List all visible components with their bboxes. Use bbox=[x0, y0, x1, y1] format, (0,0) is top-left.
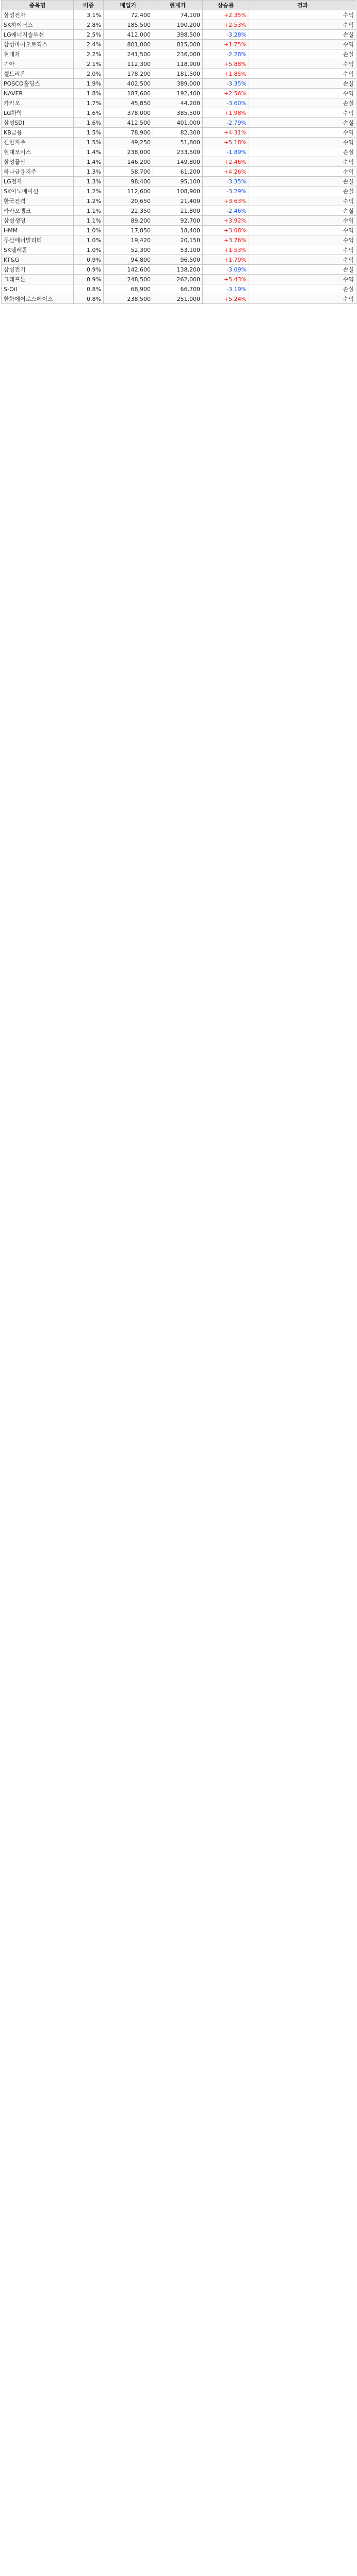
cell-weight: 0.8% bbox=[74, 294, 104, 304]
table-row bbox=[2, 10, 356, 20]
table-row bbox=[2, 216, 356, 226]
cell-weight: 0.9% bbox=[74, 255, 104, 265]
cell-rate: +2.46% bbox=[203, 157, 249, 167]
cell-name: 신한지주 bbox=[2, 138, 74, 147]
cell-rate: +4.26% bbox=[203, 167, 249, 177]
cell-current-price: 53,100 bbox=[153, 245, 203, 255]
header-buy-price: 매입가 bbox=[104, 1, 153, 10]
cell-result: 수익 bbox=[249, 294, 356, 304]
table-row bbox=[2, 40, 356, 49]
table-row bbox=[2, 128, 356, 138]
cell-weight: 1.0% bbox=[74, 235, 104, 245]
cell-current-price: 108,900 bbox=[153, 187, 203, 196]
cell-current-price: 82,300 bbox=[153, 128, 203, 138]
cell-name: NAVER bbox=[2, 89, 74, 98]
table-body bbox=[2, 10, 356, 304]
cell-current-price: 92,700 bbox=[153, 216, 203, 226]
table-row bbox=[2, 167, 356, 177]
cell-rate: +3.08% bbox=[203, 226, 249, 235]
cell-current-price: 44,200 bbox=[153, 98, 203, 108]
cell-buy-price: 78,900 bbox=[104, 128, 153, 138]
cell-current-price: 66,700 bbox=[153, 284, 203, 294]
cell-result: 수익 bbox=[249, 138, 356, 147]
cell-result: 수익 bbox=[249, 245, 356, 255]
cell-name: 한화에어로스페이스 bbox=[2, 294, 74, 304]
cell-result: 수익 bbox=[249, 216, 356, 226]
cell-result: 수익 bbox=[249, 167, 356, 177]
header-name: 종목명 bbox=[2, 1, 74, 10]
table-row bbox=[2, 20, 356, 30]
cell-result: 손실 bbox=[249, 177, 356, 187]
cell-weight: 3.1% bbox=[74, 10, 104, 20]
cell-result: 손실 bbox=[249, 206, 356, 216]
cell-buy-price: 98,400 bbox=[104, 177, 153, 187]
cell-result: 손실 bbox=[249, 187, 356, 196]
cell-rate: -3.60% bbox=[203, 98, 249, 108]
cell-name: 한국전력 bbox=[2, 196, 74, 206]
table-row bbox=[2, 98, 356, 108]
table-row bbox=[2, 177, 356, 187]
table-header-row bbox=[2, 1, 356, 10]
cell-name: 기아 bbox=[2, 59, 74, 69]
cell-weight: 1.4% bbox=[74, 147, 104, 157]
cell-rate: -3.28% bbox=[203, 30, 249, 40]
cell-name: 카카오뱅크 bbox=[2, 206, 74, 216]
cell-buy-price: 89,200 bbox=[104, 216, 153, 226]
cell-current-price: 236,000 bbox=[153, 49, 203, 59]
table-row bbox=[2, 30, 356, 40]
cell-current-price: 233,500 bbox=[153, 147, 203, 157]
cell-weight: 2.8% bbox=[74, 20, 104, 30]
cell-buy-price: 185,500 bbox=[104, 20, 153, 30]
cell-weight: 2.0% bbox=[74, 69, 104, 79]
cell-name: SK텔레콤 bbox=[2, 245, 74, 255]
cell-weight: 0.9% bbox=[74, 265, 104, 275]
table-row bbox=[2, 138, 356, 147]
cell-rate: +3.76% bbox=[203, 235, 249, 245]
cell-name: LG화학 bbox=[2, 108, 74, 118]
table-row bbox=[2, 79, 356, 89]
cell-rate: -2.79% bbox=[203, 118, 249, 128]
cell-rate: +1.79% bbox=[203, 255, 249, 265]
cell-buy-price: 112,600 bbox=[104, 187, 153, 196]
cell-weight: 1.4% bbox=[74, 157, 104, 167]
cell-rate: -1.89% bbox=[203, 147, 249, 157]
cell-result: 수익 bbox=[249, 89, 356, 98]
cell-current-price: 815,000 bbox=[153, 40, 203, 49]
cell-current-price: 190,200 bbox=[153, 20, 203, 30]
cell-buy-price: 241,500 bbox=[104, 49, 153, 59]
table-row bbox=[2, 108, 356, 118]
table-row bbox=[2, 59, 356, 69]
cell-current-price: 21,800 bbox=[153, 206, 203, 216]
cell-rate: +1.75% bbox=[203, 40, 249, 49]
table-row bbox=[2, 196, 356, 206]
cell-weight: 1.5% bbox=[74, 128, 104, 138]
cell-name: POSCO홀딩스 bbox=[2, 79, 74, 89]
cell-result: 수익 bbox=[249, 275, 356, 284]
cell-rate: -3.09% bbox=[203, 265, 249, 275]
cell-result: 수익 bbox=[249, 69, 356, 79]
cell-buy-price: 248,500 bbox=[104, 275, 153, 284]
cell-buy-price: 801,000 bbox=[104, 40, 153, 49]
cell-weight: 1.0% bbox=[74, 226, 104, 235]
cell-buy-price: 52,300 bbox=[104, 245, 153, 255]
cell-current-price: 96,500 bbox=[153, 255, 203, 265]
cell-result: 수익 bbox=[249, 196, 356, 206]
cell-buy-price: 112,300 bbox=[104, 59, 153, 69]
cell-current-price: 149,800 bbox=[153, 157, 203, 167]
cell-current-price: 51,800 bbox=[153, 138, 203, 147]
cell-current-price: 251,000 bbox=[153, 294, 203, 304]
cell-rate: +1.85% bbox=[203, 69, 249, 79]
cell-result: 수익 bbox=[249, 10, 356, 20]
cell-weight: 1.9% bbox=[74, 79, 104, 89]
header-result: 결과 bbox=[249, 1, 356, 10]
cell-current-price: 74,100 bbox=[153, 10, 203, 20]
cell-name: 하나금융지주 bbox=[2, 167, 74, 177]
cell-name: 삼성생명 bbox=[2, 216, 74, 226]
cell-weight: 2.5% bbox=[74, 30, 104, 40]
cell-current-price: 61,200 bbox=[153, 167, 203, 177]
table-row bbox=[2, 147, 356, 157]
cell-weight: 1.7% bbox=[74, 98, 104, 108]
cell-rate: -3.35% bbox=[203, 79, 249, 89]
cell-current-price: 95,100 bbox=[153, 177, 203, 187]
cell-weight: 1.2% bbox=[74, 196, 104, 206]
cell-rate: +2.35% bbox=[203, 10, 249, 20]
cell-buy-price: 412,500 bbox=[104, 118, 153, 128]
cell-rate: -3.29% bbox=[203, 187, 249, 196]
cell-current-price: 389,000 bbox=[153, 79, 203, 89]
table-row bbox=[2, 49, 356, 59]
cell-weight: 1.2% bbox=[74, 187, 104, 196]
cell-buy-price: 178,200 bbox=[104, 69, 153, 79]
cell-current-price: 385,500 bbox=[153, 108, 203, 118]
cell-buy-price: 17,850 bbox=[104, 226, 153, 235]
cell-buy-price: 378,000 bbox=[104, 108, 153, 118]
cell-rate: +5.24% bbox=[203, 294, 249, 304]
cell-rate: +1.98% bbox=[203, 108, 249, 118]
cell-weight: 1.1% bbox=[74, 216, 104, 226]
cell-name: LG에너지솔루션 bbox=[2, 30, 74, 40]
cell-weight: 0.9% bbox=[74, 275, 104, 284]
header-weight: 비중 bbox=[74, 1, 104, 10]
cell-rate: +5.43% bbox=[203, 275, 249, 284]
holdings-table-container bbox=[0, 0, 357, 304]
cell-result: 수익 bbox=[249, 20, 356, 30]
header-current-price: 현재가 bbox=[153, 1, 203, 10]
table-row bbox=[2, 69, 356, 79]
cell-buy-price: 58,700 bbox=[104, 167, 153, 177]
cell-result: 수익 bbox=[249, 128, 356, 138]
cell-name: KT&G bbox=[2, 255, 74, 265]
cell-rate: +3.92% bbox=[203, 216, 249, 226]
cell-buy-price: 187,600 bbox=[104, 89, 153, 98]
cell-result: 수익 bbox=[249, 108, 356, 118]
cell-weight: 1.5% bbox=[74, 138, 104, 147]
cell-name: 삼성전기 bbox=[2, 265, 74, 275]
cell-weight: 1.0% bbox=[74, 245, 104, 255]
cell-name: HMM bbox=[2, 226, 74, 235]
cell-result: 손실 bbox=[249, 30, 356, 40]
cell-weight: 2.1% bbox=[74, 59, 104, 69]
cell-buy-price: 49,250 bbox=[104, 138, 153, 147]
table-row bbox=[2, 255, 356, 265]
cell-weight: 2.4% bbox=[74, 40, 104, 49]
cell-name: 셀트리온 bbox=[2, 69, 74, 79]
cell-buy-price: 19,420 bbox=[104, 235, 153, 245]
cell-rate: +1.53% bbox=[203, 245, 249, 255]
table-row bbox=[2, 265, 356, 275]
cell-result: 손실 bbox=[249, 79, 356, 89]
cell-rate: +4.31% bbox=[203, 128, 249, 138]
cell-result: 수익 bbox=[249, 255, 356, 265]
cell-rate: -3.35% bbox=[203, 177, 249, 187]
cell-result: 수익 bbox=[249, 157, 356, 167]
table-row bbox=[2, 206, 356, 216]
cell-name: 현대모비스 bbox=[2, 147, 74, 157]
cell-current-price: 18,400 bbox=[153, 226, 203, 235]
table-row bbox=[2, 275, 356, 284]
cell-name: 크래프톤 bbox=[2, 275, 74, 284]
cell-buy-price: 45,850 bbox=[104, 98, 153, 108]
cell-weight: 1.3% bbox=[74, 167, 104, 177]
cell-rate: +2.56% bbox=[203, 89, 249, 98]
cell-name: 삼성전자 bbox=[2, 10, 74, 20]
cell-result: 수익 bbox=[249, 40, 356, 49]
table-row bbox=[2, 284, 356, 294]
header-rate: 상승률 bbox=[203, 1, 249, 10]
cell-name: 삼성바이오로직스 bbox=[2, 40, 74, 49]
cell-rate: +5.18% bbox=[203, 138, 249, 147]
cell-weight: 1.8% bbox=[74, 89, 104, 98]
cell-result: 수익 bbox=[249, 226, 356, 235]
table-row bbox=[2, 118, 356, 128]
cell-rate: -3.19% bbox=[203, 284, 249, 294]
table-row bbox=[2, 157, 356, 167]
cell-buy-price: 68,900 bbox=[104, 284, 153, 294]
cell-result: 손실 bbox=[249, 265, 356, 275]
cell-weight: 2.2% bbox=[74, 49, 104, 59]
cell-buy-price: 20,650 bbox=[104, 196, 153, 206]
cell-name: SK이노베이션 bbox=[2, 187, 74, 196]
cell-name: SK하이닉스 bbox=[2, 20, 74, 30]
cell-weight: 1.6% bbox=[74, 108, 104, 118]
table-row bbox=[2, 226, 356, 235]
cell-rate: -2.46% bbox=[203, 206, 249, 216]
cell-name: 현대차 bbox=[2, 49, 74, 59]
cell-name: S-Oil bbox=[2, 284, 74, 294]
table-row bbox=[2, 294, 356, 304]
cell-current-price: 262,000 bbox=[153, 275, 203, 284]
cell-weight: 1.6% bbox=[74, 118, 104, 128]
cell-current-price: 20,150 bbox=[153, 235, 203, 245]
cell-rate: +2.53% bbox=[203, 20, 249, 30]
cell-result: 손실 bbox=[249, 147, 356, 157]
cell-buy-price: 72,400 bbox=[104, 10, 153, 20]
cell-result: 수익 bbox=[249, 59, 356, 69]
cell-rate: -2.28% bbox=[203, 49, 249, 59]
cell-name: 두산에너빌리티 bbox=[2, 235, 74, 245]
cell-current-price: 192,400 bbox=[153, 89, 203, 98]
cell-result: 손실 bbox=[249, 284, 356, 294]
cell-rate: +3.63% bbox=[203, 196, 249, 206]
cell-result: 손실 bbox=[249, 49, 356, 59]
cell-current-price: 118,900 bbox=[153, 59, 203, 69]
cell-result: 손실 bbox=[249, 98, 356, 108]
cell-rate: +5.88% bbox=[203, 59, 249, 69]
table-row bbox=[2, 245, 356, 255]
cell-name: 삼성SDI bbox=[2, 118, 74, 128]
cell-name: 삼성물산 bbox=[2, 157, 74, 167]
cell-current-price: 401,000 bbox=[153, 118, 203, 128]
table-row bbox=[2, 187, 356, 196]
cell-current-price: 181,500 bbox=[153, 69, 203, 79]
cell-buy-price: 238,000 bbox=[104, 147, 153, 157]
table-row bbox=[2, 235, 356, 245]
cell-buy-price: 402,500 bbox=[104, 79, 153, 89]
holdings-table bbox=[1, 0, 356, 304]
cell-name: LG전자 bbox=[2, 177, 74, 187]
cell-result: 손실 bbox=[249, 118, 356, 128]
cell-buy-price: 94,800 bbox=[104, 255, 153, 265]
cell-buy-price: 238,500 bbox=[104, 294, 153, 304]
cell-current-price: 21,400 bbox=[153, 196, 203, 206]
cell-weight: 0.8% bbox=[74, 284, 104, 294]
cell-result: 수익 bbox=[249, 235, 356, 245]
cell-buy-price: 146,200 bbox=[104, 157, 153, 167]
cell-buy-price: 142,600 bbox=[104, 265, 153, 275]
cell-current-price: 398,500 bbox=[153, 30, 203, 40]
cell-name: 카카오 bbox=[2, 98, 74, 108]
cell-buy-price: 22,350 bbox=[104, 206, 153, 216]
cell-weight: 1.1% bbox=[74, 206, 104, 216]
table-row bbox=[2, 89, 356, 98]
cell-current-price: 138,200 bbox=[153, 265, 203, 275]
cell-buy-price: 412,000 bbox=[104, 30, 153, 40]
cell-weight: 1.3% bbox=[74, 177, 104, 187]
cell-name: KB금융 bbox=[2, 128, 74, 138]
